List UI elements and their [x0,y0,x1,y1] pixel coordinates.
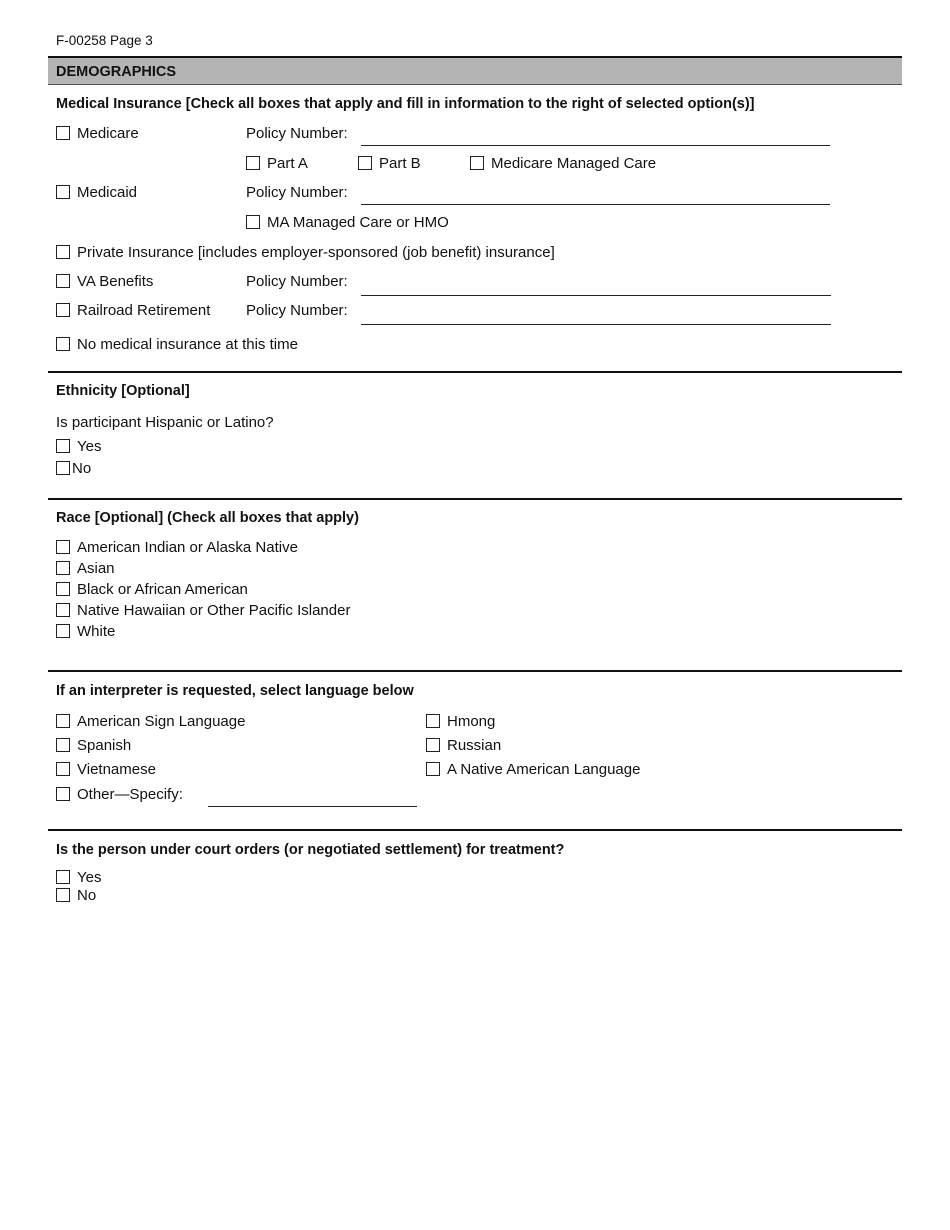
medicare-policy-label: Policy Number: [246,125,348,142]
ethnicity-no-option[interactable] [56,460,91,477]
private-insurance-checkbox[interactable] [56,245,70,259]
part-a-option[interactable] [246,155,308,172]
section-title: DEMOGRAPHICS [56,64,177,80]
language-other-input[interactable] [208,806,417,807]
language-label: Spanish [77,737,132,754]
ma-managed-checkbox[interactable] [246,215,260,229]
ma-managed-option[interactable] [246,214,449,231]
part-a-label: Part A [267,155,308,172]
race-option[interactable] [56,539,298,556]
court-no-label: No [77,887,97,904]
va-policy-input[interactable] [361,295,831,296]
medicaid-option[interactable] [56,184,137,201]
divider [48,371,902,373]
ethnicity-yes-label: Yes [77,438,102,455]
race-option[interactable] [56,581,248,598]
race-heading: Race [Optional] (Check all boxes that apply) [56,510,359,526]
race-checkbox[interactable] [56,624,70,638]
va-policy-label: Policy Number: [246,273,348,290]
ethnicity-no-checkbox[interactable] [56,461,70,475]
race-checkbox[interactable] [56,561,70,575]
language-label: A Native American Language [447,761,641,778]
court-yes-checkbox[interactable] [56,870,70,884]
divider [48,670,902,672]
language-checkbox[interactable] [56,738,70,752]
language-checkbox[interactable] [56,714,70,728]
medicare-managed-checkbox[interactable] [470,156,484,170]
court-no-option[interactable] [56,887,96,904]
language-checkbox[interactable] [426,714,440,728]
medicaid-policy-input[interactable] [361,204,830,205]
va-benefits-option[interactable] [56,273,153,290]
race-option[interactable] [56,602,350,619]
section-header-demographics [48,56,902,85]
language-option[interactable] [56,761,156,778]
language-other-checkbox[interactable] [56,787,70,801]
medicaid-checkbox[interactable] [56,185,70,199]
race-label: Black or African American [77,581,248,598]
race-checkbox[interactable] [56,540,70,554]
private-insurance-label: Private Insurance [includes employer-sponsored (job benefit) insurance] [77,244,555,261]
railroad-policy-input[interactable] [361,324,831,325]
language-option[interactable] [426,737,501,754]
race-label: Native Hawaiian or Other Pacific Islander [77,602,351,619]
medicare-option[interactable] [56,125,139,142]
ma-managed-label: MA Managed Care or HMO [267,214,449,231]
medicare-managed-label: Medicare Managed Care [491,155,657,172]
language-checkbox[interactable] [426,762,440,776]
railroad-label: Railroad Retirement [77,302,211,319]
ethnicity-heading: Ethnicity [Optional] [56,383,190,399]
language-option[interactable] [56,737,131,754]
race-label: White [77,623,116,640]
part-b-option[interactable] [358,155,421,172]
ethnicity-yes-option[interactable] [56,438,101,455]
race-checkbox[interactable] [56,603,70,617]
no-insurance-checkbox[interactable] [56,337,70,351]
language-checkbox[interactable] [56,762,70,776]
language-option[interactable] [56,713,245,730]
court-yes-option[interactable] [56,869,101,886]
ethnicity-yes-checkbox[interactable] [56,439,70,453]
court-heading: Is the person under court orders (or negotiated settlement) for treatment? [56,842,565,858]
court-yes-label: Yes [77,869,102,886]
court-no-checkbox[interactable] [56,888,70,902]
medicaid-label: Medicaid [77,184,138,201]
race-label: American Indian or Alaska Native [77,539,298,556]
language-label: Hmong [447,713,496,730]
language-checkbox[interactable] [426,738,440,752]
medicare-policy-input[interactable] [361,145,830,146]
va-benefits-checkbox[interactable] [56,274,70,288]
va-benefits-label: VA Benefits [77,273,154,290]
race-option[interactable] [56,623,115,640]
medicaid-policy-label: Policy Number: [246,184,348,201]
railroad-checkbox[interactable] [56,303,70,317]
interpreter-heading: If an interpreter is requested, select language below [56,683,414,699]
language-label: Russian [447,737,502,754]
language-other-label: Other—Specify: [77,786,183,803]
language-option[interactable] [426,713,495,730]
divider [48,829,902,831]
language-label: American Sign Language [77,713,246,730]
language-other-option[interactable] [56,786,183,803]
language-label: Vietnamese [77,761,156,778]
private-insurance-option[interactable] [56,244,555,261]
ethnicity-no-label: No [72,460,92,477]
race-label: Asian [77,560,115,577]
divider [48,498,902,500]
medicare-label: Medicare [77,125,139,142]
railroad-policy-label: Policy Number: [246,302,348,319]
part-a-checkbox[interactable] [246,156,260,170]
part-b-checkbox[interactable] [358,156,372,170]
race-option[interactable] [56,560,115,577]
medicare-managed-option[interactable] [470,155,656,172]
form-id: F-00258 Page 3 [56,33,153,48]
race-checkbox[interactable] [56,582,70,596]
no-insurance-option[interactable] [56,336,298,353]
insurance-heading: Medical Insurance [Check all boxes that apply and fill in information to the right of selected option(s)] [56,96,755,112]
railroad-option[interactable] [56,302,210,319]
part-b-label: Part B [379,155,421,172]
ethnicity-question: Is participant Hispanic or Latino? [56,414,274,431]
no-insurance-label: No medical insurance at this time [77,336,298,353]
language-option[interactable] [426,761,640,778]
medicare-checkbox[interactable] [56,126,70,140]
